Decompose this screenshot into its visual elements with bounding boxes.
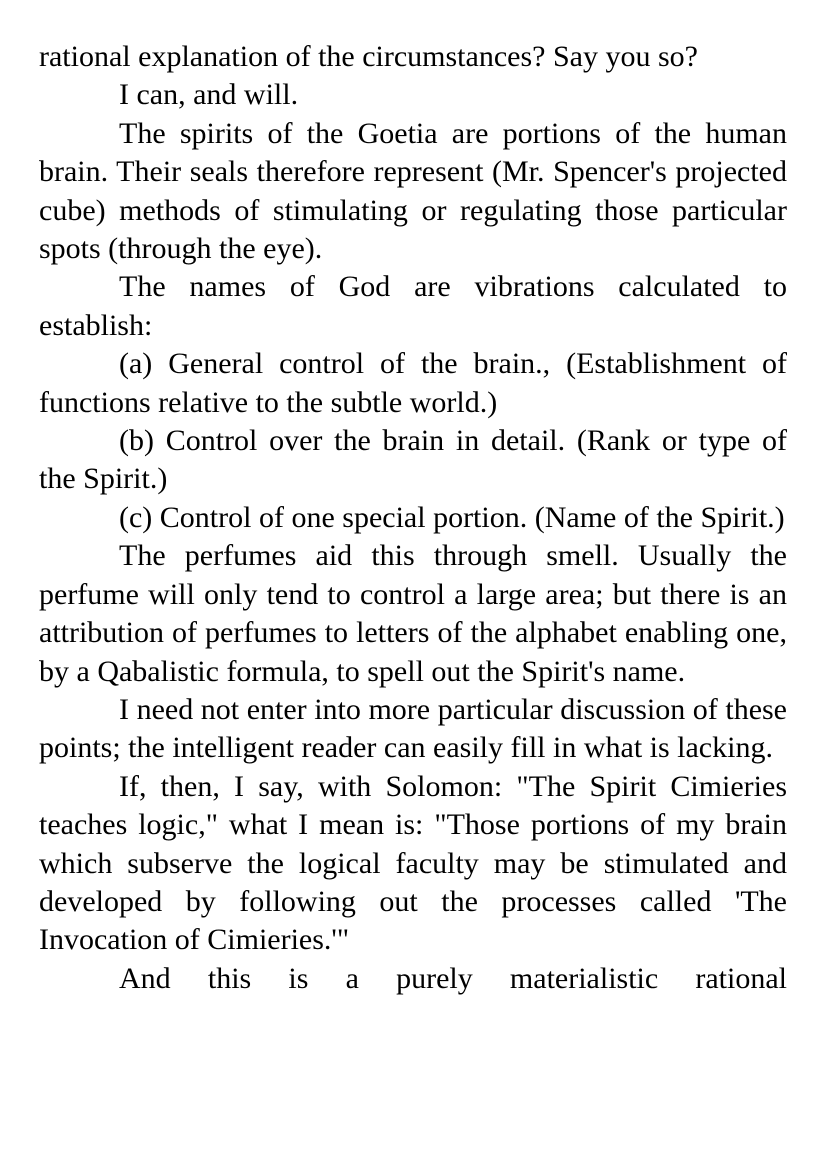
paragraph-continuation: rational explanation of the circumstances? Say you so? <box>39 40 698 73</box>
paragraph-names-of-god: The names of God are vibrations calculated to establish: <box>39 270 787 342</box>
paragraph-i-can-and-will: I can, and will. <box>119 78 299 112</box>
paragraph-solomon-quote: If, then, I say, with Solomon: "The Spirit Cimieries teaches logic," what I mean is: "Those portions of my brain which subserve the logical faculty may be stimulated and developed by following out the processes called 'The Invocation of Cimieries.'" <box>39 769 787 957</box>
paragraph-spirits-of-goetia: The spirits of the Goetia are portions of the human brain. Their seals therefore represent (Mr. Spencer's projected cube) methods of stimulating or regulating those particular spots (through the eye). <box>39 116 787 266</box>
paragraph-item-c: (c) Control of one special portion. (Name of the Spirit.) <box>119 500 785 534</box>
paragraph-perfumes: The perfumes aid this through smell. Usually the perfume will only tend to control a large area; but there is an attribution of perfumes to letters of the alphabet enabling one, by a Qabalistic formula, to spell out the Spirit's name. <box>39 539 787 688</box>
page-text-body <box>39 38 787 998</box>
paragraph-particular-discussion: I need not enter into more particular discussion of these points; the intelligent reader can easily fill in what is lacking. <box>39 692 787 765</box>
paragraph-materialistic: And this is a purely materialistic rational <box>119 961 787 995</box>
paragraph-item-a: (a) General control of the brain., (Establishment of functions relative to the subtle world.) <box>39 347 787 419</box>
paragraph-item-b: (b) Control over the brain in detail. (Rank or type of the Spirit.) <box>39 424 787 496</box>
